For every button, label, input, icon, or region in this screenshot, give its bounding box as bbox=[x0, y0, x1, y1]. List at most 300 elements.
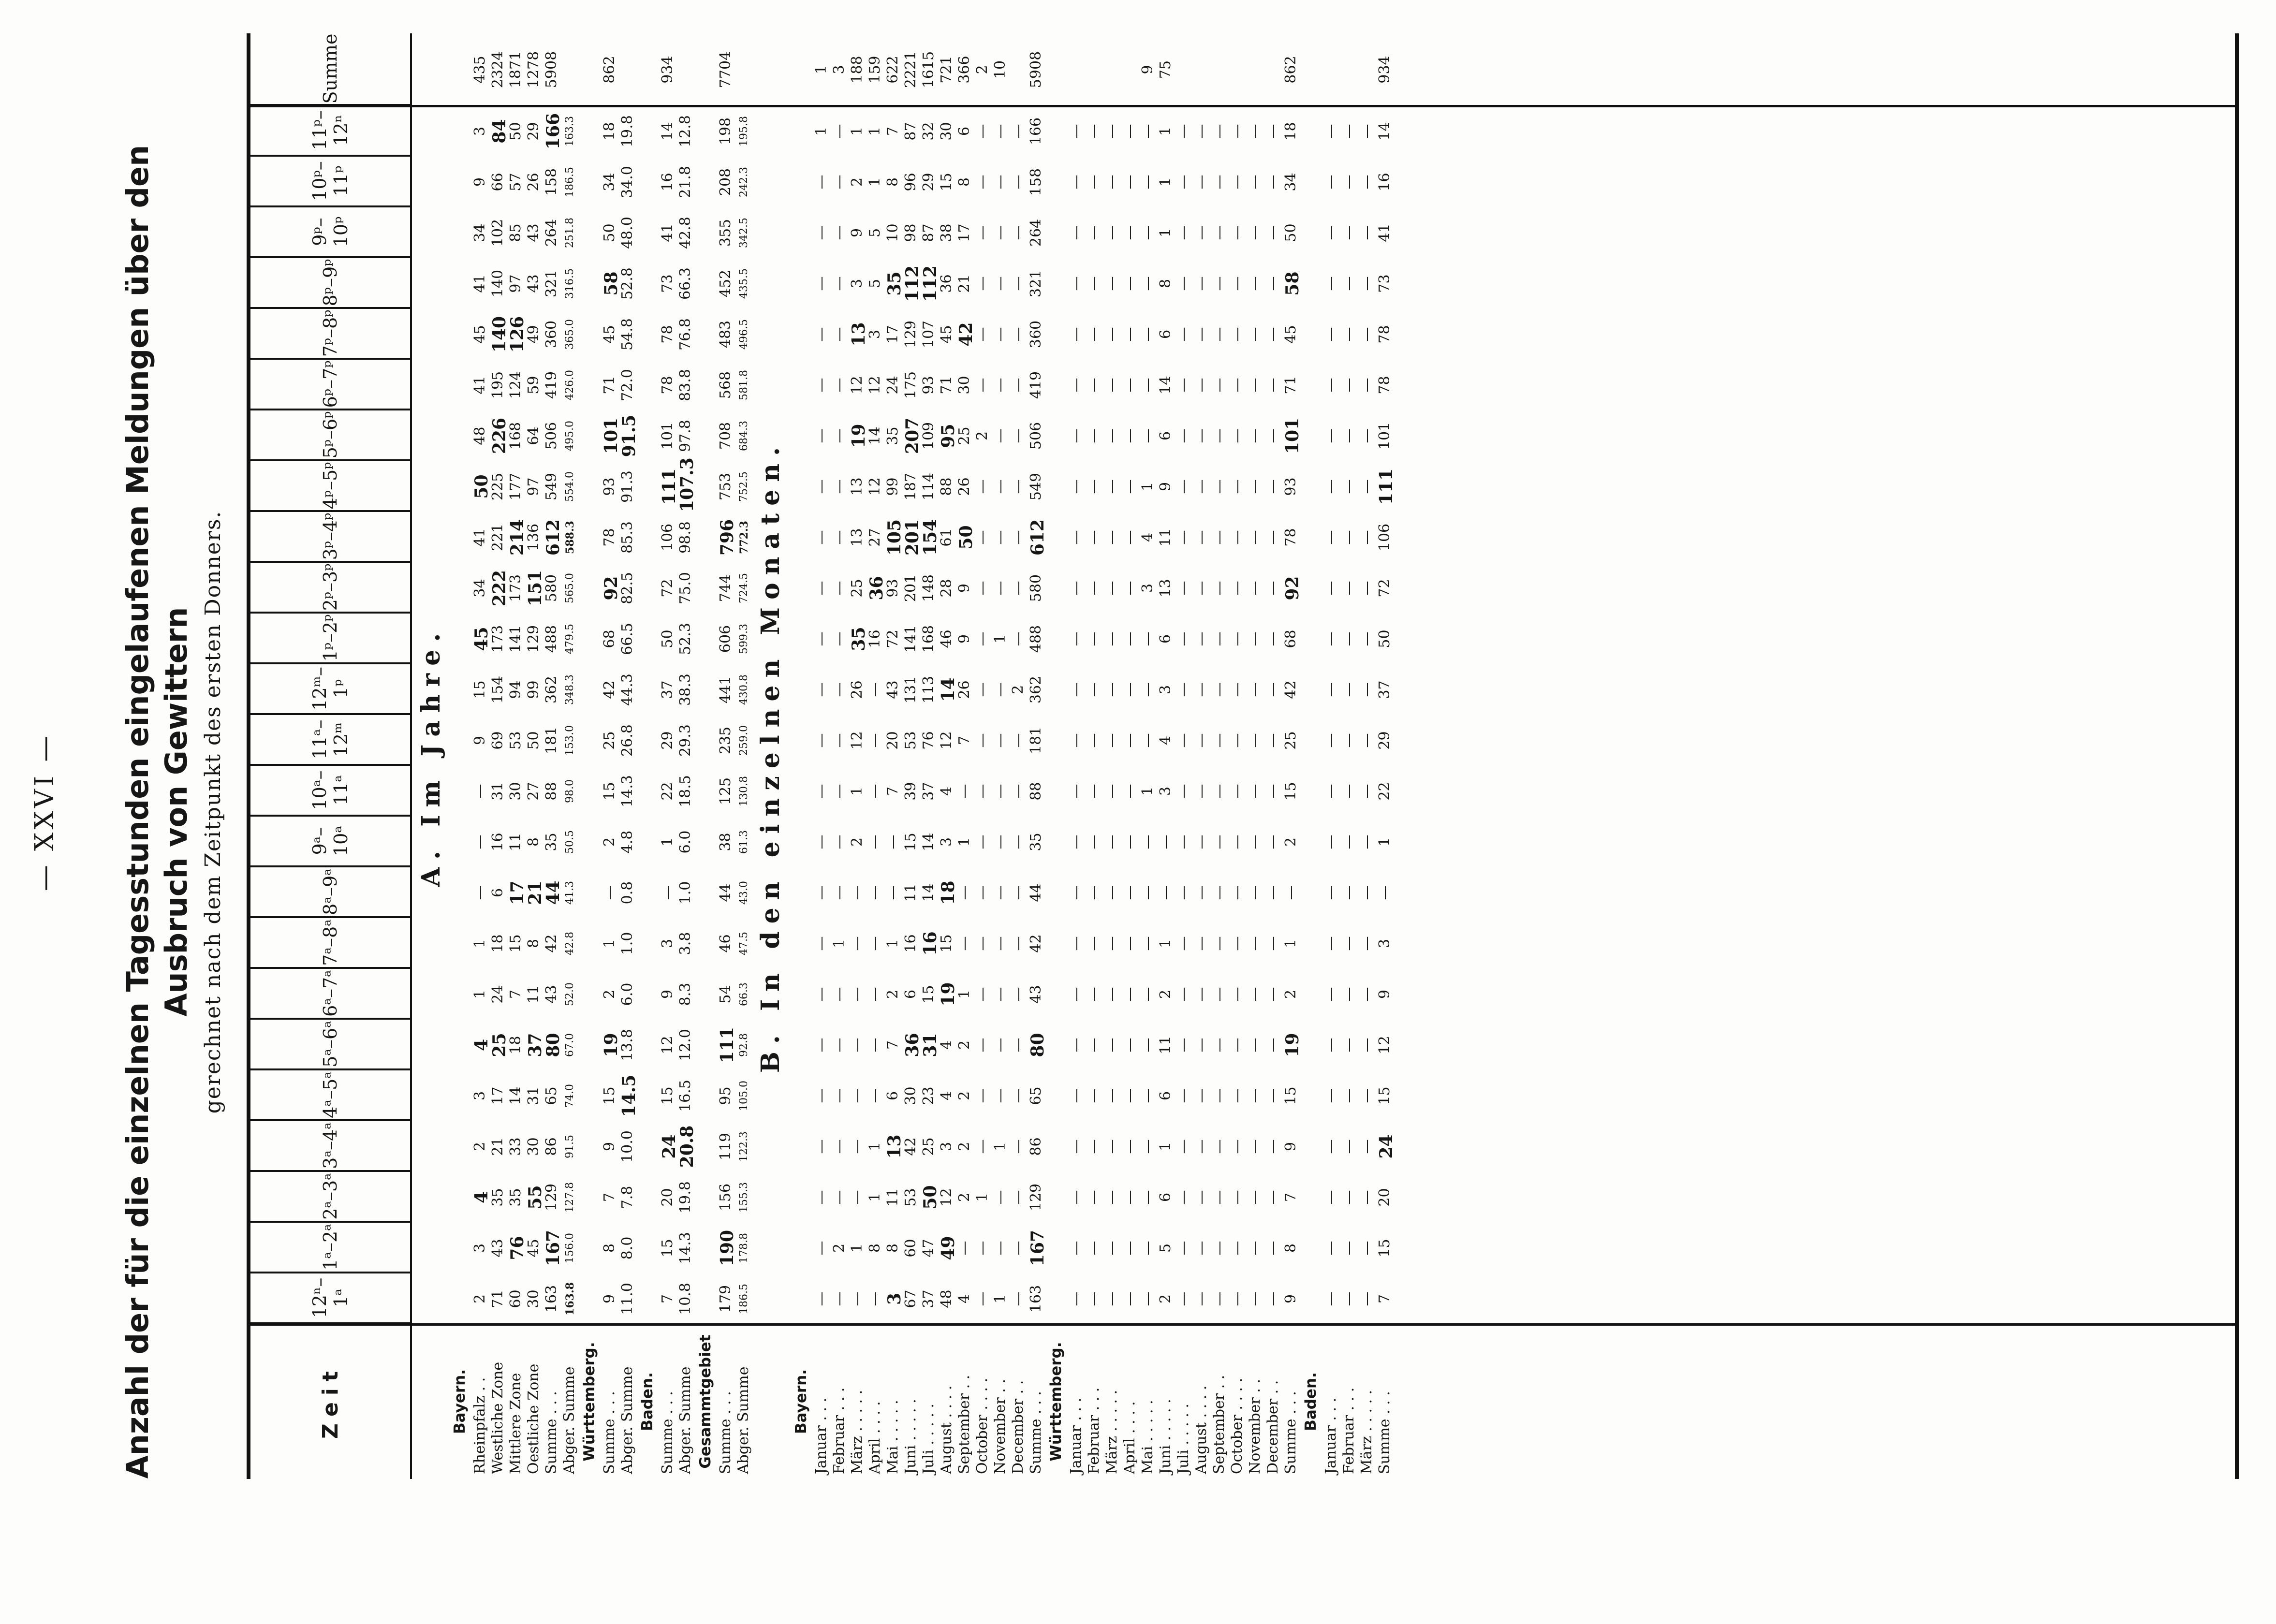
table-cell: 50 bbox=[525, 731, 542, 750]
table-cell: 2 bbox=[1157, 989, 1174, 999]
table-cell: — bbox=[1247, 733, 1263, 748]
table-cell: 28 bbox=[938, 579, 955, 598]
table-cell: 50 bbox=[956, 525, 976, 550]
row-label: Summe . . . bbox=[1028, 1391, 1044, 1474]
table-cell: 9 bbox=[1282, 1141, 1299, 1152]
table-cell: — bbox=[1175, 327, 1192, 342]
table-cell: 365.0 bbox=[564, 319, 576, 350]
table-cell: — bbox=[1010, 530, 1027, 545]
table-cell: — bbox=[1211, 1038, 1228, 1053]
table-cell: 251.8 bbox=[564, 218, 576, 248]
table-cell: 744 bbox=[717, 574, 734, 602]
table-cell: 1 bbox=[849, 1243, 866, 1253]
table-cell: 581.8 bbox=[738, 370, 750, 400]
table-cell: 41 bbox=[471, 528, 488, 547]
table-cell: — bbox=[1340, 1139, 1357, 1154]
table-cell: — bbox=[992, 581, 1009, 596]
table-cell: 2 bbox=[1282, 989, 1299, 999]
table-cell: 225 bbox=[489, 472, 506, 501]
table-cell: 9 bbox=[659, 989, 676, 999]
table-cell: 158 bbox=[1028, 168, 1044, 196]
table-cell: — bbox=[1010, 936, 1027, 951]
table-cell: — bbox=[1121, 885, 1138, 900]
table-cell: 8 bbox=[884, 177, 901, 187]
table-cell: 78 bbox=[1282, 528, 1299, 547]
row-label: September . . bbox=[956, 1375, 973, 1474]
table-cell: 348.3 bbox=[564, 674, 576, 705]
table-cell: 3 bbox=[938, 837, 955, 847]
table-cell: — bbox=[1340, 1038, 1357, 1053]
thunderstorm-table bbox=[247, 33, 2239, 1479]
table-cell: 31 bbox=[489, 782, 506, 801]
table-cell: — bbox=[1175, 530, 1192, 545]
table-cell: — bbox=[1086, 834, 1102, 849]
table-cell: — bbox=[1103, 124, 1120, 139]
hour-header: 8ᵃ–9ᵃ bbox=[250, 867, 410, 918]
table-cell: 53 bbox=[902, 731, 919, 750]
table-cell: — bbox=[1322, 1241, 1339, 1256]
table-cell: 46 bbox=[938, 629, 955, 648]
table-cell: 98 bbox=[902, 223, 919, 242]
table-cell: 1 bbox=[471, 989, 488, 999]
table-cell: 99 bbox=[525, 680, 542, 699]
hour-header: 7ᵖ–8ᵖ bbox=[250, 309, 410, 360]
table-cell: 2 bbox=[601, 837, 618, 847]
hour-header: 5ᵖ–6ᵖ bbox=[250, 410, 410, 461]
table-cell: 33 bbox=[507, 1137, 524, 1156]
table-cell: 78 bbox=[1376, 325, 1393, 344]
table-cell: 92.8 bbox=[738, 1033, 750, 1057]
table-cell: — bbox=[1322, 276, 1339, 291]
table-cell: — bbox=[1193, 682, 1210, 697]
table-cell: 3 bbox=[659, 938, 676, 949]
table-cell: 83.8 bbox=[677, 369, 694, 401]
table-cell: — bbox=[1175, 225, 1192, 240]
table-cell: — bbox=[1139, 1241, 1156, 1256]
table-cell: 12 bbox=[866, 376, 883, 395]
table-cell: — bbox=[1322, 530, 1339, 545]
row-sum: 2 bbox=[974, 65, 991, 74]
row-label: Oestliche Zone bbox=[525, 1363, 542, 1474]
row-sum: 1 bbox=[813, 65, 830, 74]
table-cell: 9 bbox=[849, 228, 866, 238]
hour-header: 3ᵖ–4ᵖ bbox=[250, 512, 410, 563]
table-cell: 66.3 bbox=[677, 267, 694, 300]
table-cell: — bbox=[1086, 1291, 1102, 1306]
table-cell: — bbox=[1211, 1190, 1228, 1205]
table-cell: — bbox=[1247, 225, 1263, 240]
table-cell: — bbox=[1086, 885, 1102, 900]
table-cell: — bbox=[831, 1190, 848, 1205]
table-cell: 53 bbox=[507, 731, 524, 750]
table-cell: 37 bbox=[525, 1033, 545, 1057]
table-cell: 15 bbox=[659, 1086, 676, 1105]
row-sum: 721 bbox=[938, 56, 955, 84]
table-cell: — bbox=[992, 1190, 1009, 1205]
table-cell: — bbox=[1322, 784, 1339, 799]
row-label: Summe . . . bbox=[1282, 1391, 1299, 1474]
table-cell: 8.3 bbox=[677, 982, 694, 1006]
table-cell: — bbox=[1358, 530, 1375, 545]
table-cell: 124 bbox=[507, 371, 524, 399]
table-cell: 18 bbox=[938, 880, 958, 905]
table-cell: — bbox=[813, 276, 830, 291]
table-cell: — bbox=[1103, 784, 1120, 799]
table-cell: — bbox=[1229, 1291, 1246, 1306]
table-cell: — bbox=[813, 733, 830, 748]
table-cell: — bbox=[866, 936, 883, 951]
table-cell: — bbox=[1068, 834, 1085, 849]
table-cell: 93 bbox=[920, 376, 937, 395]
table-cell: 11 bbox=[1157, 1036, 1174, 1054]
row-label: Summe . . . bbox=[1376, 1391, 1393, 1474]
table-cell: 1 bbox=[813, 126, 830, 136]
table-cell: — bbox=[1211, 1291, 1228, 1306]
table-cell: 15 bbox=[1282, 1086, 1299, 1105]
table-cell: 45 bbox=[471, 325, 488, 344]
table-cell: 242.3 bbox=[738, 167, 750, 197]
table-cell: 14 bbox=[507, 1086, 524, 1105]
table-cell: — bbox=[1103, 936, 1120, 951]
table-cell: — bbox=[1229, 733, 1246, 748]
table-cell: — bbox=[1358, 225, 1375, 240]
table-cell: — bbox=[1121, 733, 1138, 748]
table-cell: — bbox=[849, 1190, 866, 1205]
table-cell: 6 bbox=[1157, 431, 1174, 441]
zeit-header: Zeit bbox=[318, 1364, 343, 1439]
table-cell: — bbox=[1086, 987, 1102, 1002]
table-cell: — bbox=[1175, 428, 1192, 443]
table-cell: — bbox=[1322, 1088, 1339, 1103]
table-cell: 488 bbox=[543, 625, 560, 653]
table-cell: 14 bbox=[920, 883, 937, 902]
table-cell: — bbox=[1010, 1291, 1027, 1306]
table-cell: 66 bbox=[489, 173, 506, 191]
table-cell: — bbox=[1229, 936, 1246, 951]
table-cell: 588.3 bbox=[564, 521, 576, 554]
table-cell: — bbox=[1376, 885, 1393, 900]
table-cell: 44.3 bbox=[619, 673, 636, 706]
table-cell: 15 bbox=[659, 1239, 676, 1258]
table-cell: — bbox=[1068, 1190, 1085, 1205]
table-cell: — bbox=[974, 1139, 991, 1154]
row-sum: 1871 bbox=[507, 51, 524, 88]
table-cell: 47 bbox=[920, 1239, 937, 1258]
table-cell: — bbox=[813, 834, 830, 849]
table-cell: 3 bbox=[866, 329, 883, 339]
table-cell: 41 bbox=[471, 376, 488, 395]
table-cell: — bbox=[1103, 327, 1120, 342]
table-cell: 12 bbox=[849, 376, 866, 395]
table-cell: — bbox=[1322, 834, 1339, 849]
table-cell: — bbox=[1010, 1139, 1027, 1154]
hour-header: 7ᵃ–8ᵃ bbox=[250, 918, 410, 969]
table-cell: — bbox=[1086, 530, 1102, 545]
table-cell: 2 bbox=[849, 837, 866, 847]
table-cell: 195.8 bbox=[738, 116, 750, 146]
table-cell: — bbox=[1139, 682, 1156, 697]
table-cell: 15 bbox=[938, 934, 955, 953]
table-cell: — bbox=[1139, 428, 1156, 443]
table-cell: — bbox=[1068, 378, 1085, 393]
table-cell: 36 bbox=[866, 576, 887, 600]
table-cell: — bbox=[1121, 682, 1138, 697]
table-cell: 16 bbox=[920, 931, 940, 956]
table-cell: 17 bbox=[489, 1086, 506, 1105]
row-label: April . . . . bbox=[866, 1401, 883, 1474]
table-cell: 36 bbox=[902, 1033, 923, 1057]
table-cell: 4.8 bbox=[619, 830, 636, 854]
row-sum: 10 bbox=[992, 60, 1009, 79]
table-cell: 2 bbox=[471, 1141, 488, 1152]
table-cell: — bbox=[1121, 784, 1138, 799]
table-cell: 2 bbox=[884, 989, 901, 999]
table-cell: 222 bbox=[489, 570, 510, 607]
table-cell: — bbox=[1264, 784, 1281, 799]
row-label: März . . . . . bbox=[849, 1390, 866, 1474]
table-cell: 18 bbox=[507, 1036, 524, 1054]
table-cell: — bbox=[1121, 987, 1138, 1002]
table-cell: 1 bbox=[601, 938, 618, 949]
table-cell: — bbox=[813, 784, 830, 799]
table-cell: — bbox=[1229, 530, 1246, 545]
row-label: Abger. Summe bbox=[619, 1366, 636, 1474]
table-cell: 10.0 bbox=[619, 1130, 636, 1163]
table-cell: — bbox=[1068, 987, 1085, 1002]
table-cell: — bbox=[1103, 1139, 1120, 1154]
table-cell: — bbox=[1229, 428, 1246, 443]
hour-header: 6ᵖ–7ᵖ bbox=[250, 360, 410, 410]
table-cell: 39 bbox=[902, 782, 919, 801]
table-cell: — bbox=[1103, 631, 1120, 646]
table-cell: — bbox=[1121, 276, 1138, 291]
table-cell: 154 bbox=[920, 519, 940, 556]
table-cell: — bbox=[1139, 378, 1156, 393]
table-cell: — bbox=[813, 530, 830, 545]
table-cell: 11 bbox=[1157, 528, 1174, 547]
table-cell: — bbox=[1193, 124, 1210, 139]
table-cell: 186.5 bbox=[564, 167, 576, 197]
table-cell: — bbox=[1358, 682, 1375, 697]
table-cell: — bbox=[813, 1038, 830, 1053]
table-cell: — bbox=[831, 225, 848, 240]
table-cell: — bbox=[866, 834, 883, 849]
table-cell: — bbox=[1247, 378, 1263, 393]
table-cell: 1 bbox=[1139, 482, 1156, 492]
row-label: Mai . . . . . bbox=[1139, 1400, 1156, 1474]
table-cell: — bbox=[1121, 175, 1138, 190]
table-cell: 67 bbox=[902, 1289, 919, 1308]
table-cell: 101 bbox=[601, 417, 621, 454]
table-cell: 41 bbox=[659, 223, 676, 242]
table-cell: 168 bbox=[920, 625, 937, 653]
hour-header: 11ᵖ–12ⁿ bbox=[250, 106, 410, 157]
page-number: — XXVI — bbox=[29, 732, 59, 892]
table-cell: 166 bbox=[543, 113, 563, 150]
table-cell: 19.8 bbox=[677, 1181, 694, 1214]
table-cell: 362 bbox=[1028, 675, 1044, 704]
table-cell: — bbox=[1010, 1241, 1027, 1256]
table-cell: 9 bbox=[471, 177, 488, 187]
table-cell: — bbox=[974, 175, 991, 190]
table-cell: — bbox=[1247, 1088, 1263, 1103]
table-cell: — bbox=[1264, 936, 1281, 951]
table-header bbox=[250, 33, 410, 1479]
table-cell: 15 bbox=[920, 985, 937, 1004]
table-cell: 3.8 bbox=[677, 932, 694, 955]
table-cell: — bbox=[1264, 834, 1281, 849]
table-cell: — bbox=[831, 124, 848, 139]
table-cell: 13 bbox=[849, 322, 869, 347]
table-cell: 14.5 bbox=[619, 1074, 639, 1117]
table-cell: — bbox=[956, 885, 973, 900]
row-label: Abger. Summe bbox=[677, 1366, 694, 1474]
table-cell: 177 bbox=[507, 472, 524, 501]
table-cell: 1 bbox=[1282, 938, 1299, 949]
table-cell: — bbox=[1340, 936, 1357, 951]
table-cell: — bbox=[1068, 428, 1085, 443]
table-cell: — bbox=[1247, 1291, 1263, 1306]
table-cell: — bbox=[974, 276, 991, 291]
table-cell: 12.0 bbox=[677, 1029, 694, 1061]
table-cell: 214 bbox=[507, 519, 528, 556]
table-cell: 11 bbox=[884, 1188, 901, 1207]
table-cell: 488 bbox=[1028, 625, 1044, 653]
row-label: December . . bbox=[1010, 1380, 1027, 1474]
table-cell: — bbox=[1193, 479, 1210, 494]
table-cell: — bbox=[1358, 378, 1375, 393]
table-cell: — bbox=[1175, 581, 1192, 596]
table-cell: — bbox=[1086, 1190, 1102, 1205]
table-cell: — bbox=[1175, 885, 1192, 900]
table-cell: — bbox=[1010, 987, 1027, 1002]
table-cell: 264 bbox=[1028, 219, 1044, 247]
table-cell: 708 bbox=[717, 422, 734, 450]
table-cell: 2 bbox=[974, 431, 991, 441]
table-cell: 78 bbox=[601, 528, 618, 547]
table-cell: — bbox=[1068, 124, 1085, 139]
table-cell: 4 bbox=[1139, 532, 1156, 542]
table-cell: — bbox=[1121, 1241, 1138, 1256]
table-cell: 57 bbox=[507, 173, 524, 191]
table-cell: 6.0 bbox=[619, 982, 636, 1006]
table-cell: — bbox=[1193, 784, 1210, 799]
row-label: Westliche Zone bbox=[489, 1361, 506, 1474]
table-cell: 187 bbox=[902, 472, 919, 501]
table-cell: 321 bbox=[543, 269, 560, 298]
table-cell: 38 bbox=[717, 833, 734, 851]
table-cell: 38.3 bbox=[677, 673, 694, 706]
table-cell: 452 bbox=[717, 269, 734, 298]
table-cell: — bbox=[1358, 936, 1375, 951]
table-cell: — bbox=[1264, 327, 1281, 342]
table-cell: — bbox=[1340, 1241, 1357, 1256]
row-sum: 159 bbox=[866, 56, 883, 84]
table-cell: — bbox=[1193, 327, 1210, 342]
hour-header: 2ᵃ–3ᵃ bbox=[250, 1172, 410, 1223]
table-cell: 6 bbox=[902, 989, 919, 999]
table-cell: 69 bbox=[489, 731, 506, 750]
table-cell: 85 bbox=[507, 223, 524, 242]
table-cell: — bbox=[813, 581, 830, 596]
table-cell: 85.3 bbox=[619, 521, 636, 554]
table-cell: 88 bbox=[543, 782, 560, 801]
table-cell: — bbox=[992, 428, 1009, 443]
table-cell: 186.5 bbox=[738, 1284, 750, 1314]
table-cell: 360 bbox=[1028, 320, 1044, 349]
table-cell: — bbox=[1103, 479, 1120, 494]
table-cell: — bbox=[1103, 682, 1120, 697]
table-cell: 53 bbox=[902, 1188, 919, 1207]
table-cell: — bbox=[1175, 1139, 1192, 1154]
table-cell: 19 bbox=[849, 424, 869, 448]
table-cell: 9 bbox=[956, 583, 973, 593]
table-cell: 1 bbox=[831, 938, 848, 949]
table-cell: 163 bbox=[543, 1285, 560, 1313]
table-cell: 96 bbox=[902, 173, 919, 191]
row-sum: 2221 bbox=[902, 51, 919, 88]
table-cell: 10.8 bbox=[677, 1283, 694, 1315]
table-cell: — bbox=[1229, 1139, 1246, 1154]
table-cell: — bbox=[1139, 885, 1156, 900]
table-cell: 15 bbox=[938, 173, 955, 191]
table-cell: — bbox=[1229, 175, 1246, 190]
table-cell: — bbox=[1068, 530, 1085, 545]
table-cell: — bbox=[992, 327, 1009, 342]
table-cell: — bbox=[1340, 276, 1357, 291]
table-cell: 34 bbox=[601, 173, 618, 191]
table-cell: — bbox=[1157, 885, 1174, 900]
table-cell: — bbox=[974, 1088, 991, 1103]
table-cell: — bbox=[1264, 581, 1281, 596]
table-cell: 30 bbox=[956, 376, 973, 395]
table-cell: 15 bbox=[1376, 1086, 1393, 1105]
table-cell: 32 bbox=[920, 122, 937, 141]
table-cell: 45 bbox=[471, 627, 492, 651]
table-cell: — bbox=[974, 834, 991, 849]
table-cell: 46 bbox=[717, 934, 734, 953]
table-cell: 54.8 bbox=[619, 318, 636, 351]
table-cell: 24 bbox=[659, 1134, 679, 1159]
table-cell: — bbox=[1229, 479, 1246, 494]
table-cell: 1 bbox=[866, 177, 883, 187]
table-cell: — bbox=[1010, 225, 1027, 240]
table-cell: 1 bbox=[992, 1141, 1009, 1152]
hour-header: 4ᵃ–5ᵃ bbox=[250, 1070, 410, 1121]
table-cell: 9 bbox=[601, 1141, 618, 1152]
table-cell: — bbox=[1340, 581, 1357, 596]
table-cell: — bbox=[1121, 1139, 1138, 1154]
table-cell: — bbox=[1358, 1190, 1375, 1205]
table-cell: — bbox=[831, 885, 848, 900]
table-cell: — bbox=[1103, 885, 1120, 900]
table-cell: — bbox=[1264, 1190, 1281, 1205]
table-cell: — bbox=[1358, 1241, 1375, 1256]
table-cell: — bbox=[1211, 428, 1228, 443]
row-label: December . . bbox=[1264, 1380, 1281, 1474]
table-cell: 12 bbox=[849, 731, 866, 750]
table-cell: 52.8 bbox=[619, 267, 636, 300]
table-cell: 127.8 bbox=[564, 1182, 576, 1213]
table-cell: — bbox=[1322, 631, 1339, 646]
table-cell: 26 bbox=[849, 680, 866, 699]
table-cell: 98.0 bbox=[564, 779, 576, 803]
table-cell: 4 bbox=[1157, 735, 1174, 746]
table-cell: — bbox=[1322, 987, 1339, 1002]
table-cell: — bbox=[1229, 987, 1246, 1002]
table-cell: — bbox=[1247, 885, 1263, 900]
table-cell: — bbox=[1103, 1038, 1120, 1053]
